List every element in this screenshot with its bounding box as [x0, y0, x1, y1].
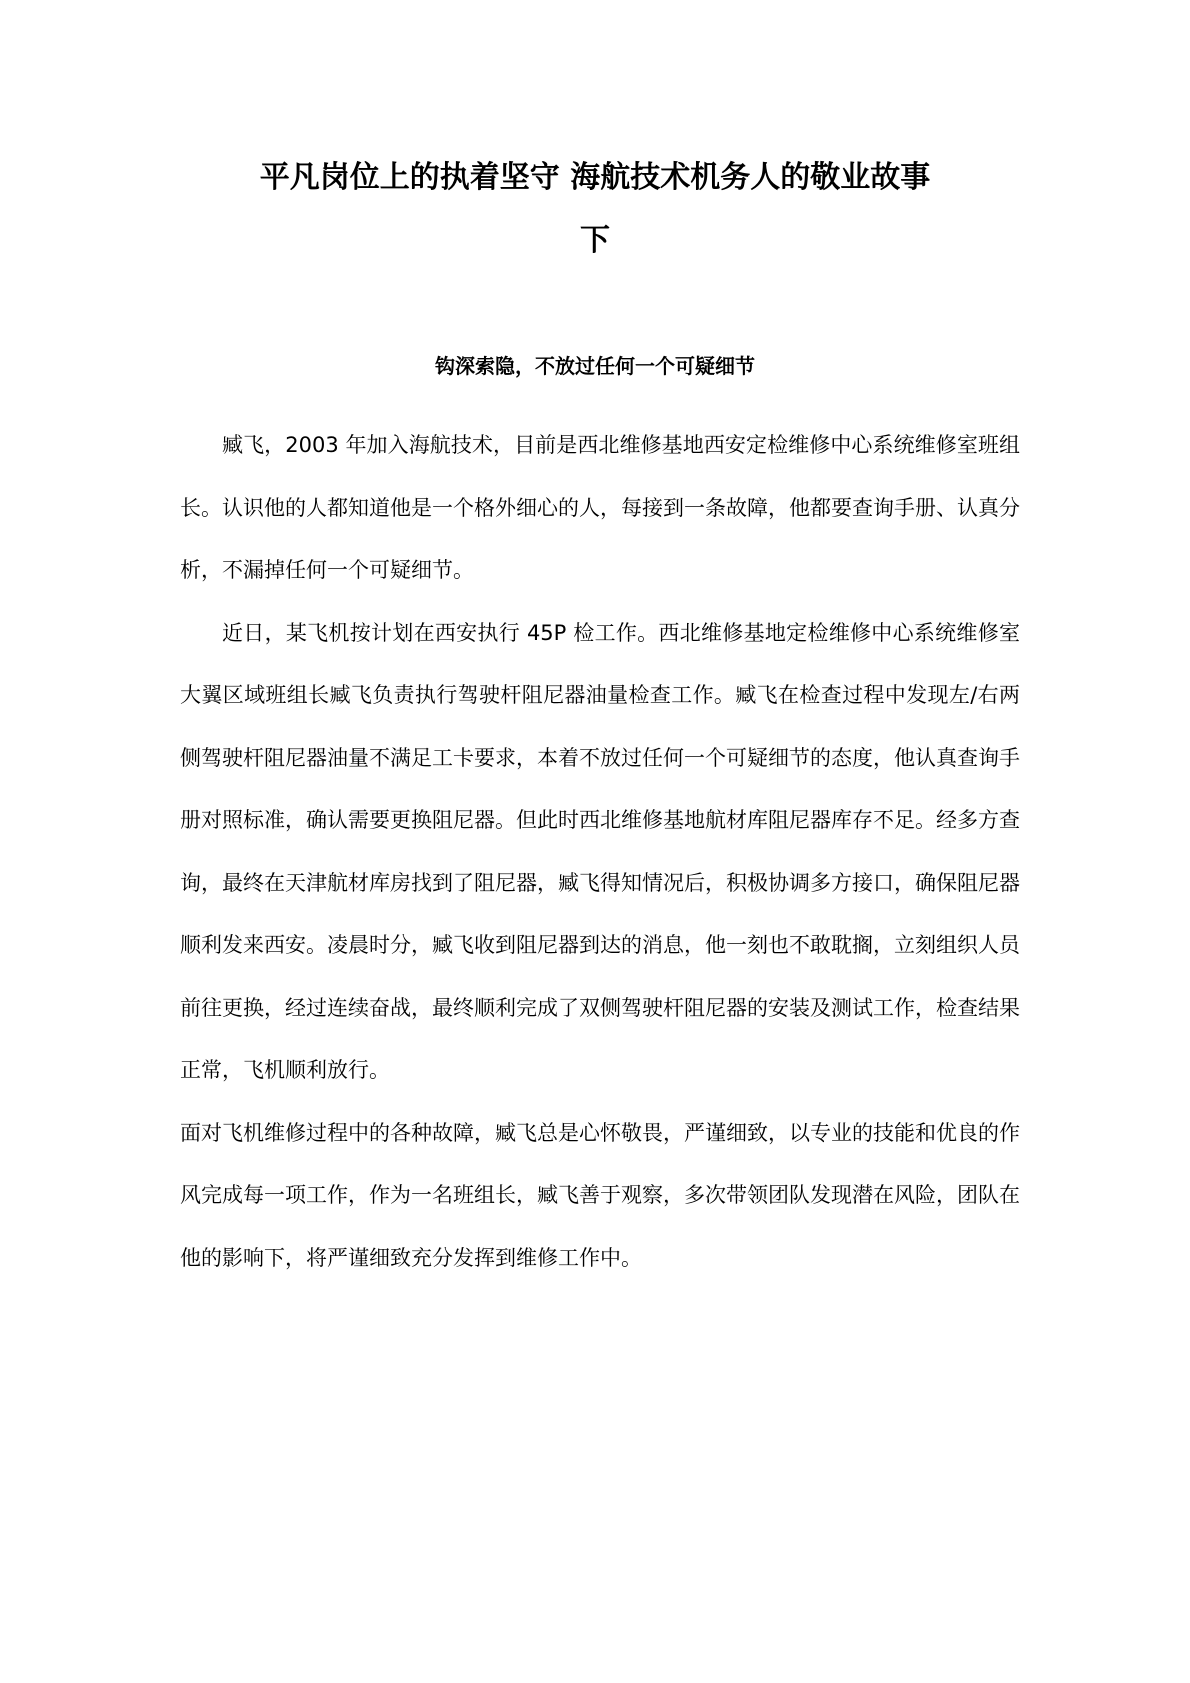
section-heading: 钩深索隐，不放过任何一个可疑细节: [435, 354, 755, 378]
paragraph-2: 近日，某飞机按计划在西安执行 45P 检工作。西北维修基地定检维修中心系统维修室大翼区域班组长臧飞负责执行驾驶杆阻尼器油量检查工作。臧飞在检查过程中发现左/右两侧驾驶杆阻尼器油量不满足工卡要求，本着不放过任何一个可疑细节的态度，他认真查询手册对照标准，确认需要更换阻尼器。但此时西北维修基地航材库阻尼器库存不足。经多方查询，最终在天津航材库房找到了阻尼器，臧飞得知情况后，积极协调多方接口，确保阻尼器顺利发来西安。凌晨时分，臧飞收到阻尼器到达的消息，他一刻也不敢耽搁，立刻组织人员前往更换，经过连续奋战，最终顺利完成了双侧驾驶杆阻尼器的安装及测试工作，检查结果正常，飞机顺利放行。: [180, 620, 1020, 1082]
article-body: [180, 414, 1020, 1289]
document-title-line-1: 平凡岗位上的执着坚守 海航技术机务人的敬业故事: [259, 160, 931, 195]
document-title-line-2: 下: [580, 223, 610, 258]
paragraph-1: 臧飞，2003 年加入海航技术，目前是西北维修基地西安定检维修中心系统维修室班组长。认识他的人都知道他是一个格外细心的人，每接到一条故障，他都要查询手册、认真分析，不漏掉任何一个可疑细节。: [180, 433, 1020, 582]
paragraph-3: 面对飞机维修过程中的各种故障，臧飞总是心怀敬畏，严谨细致，以专业的技能和优良的作风完成每一项工作，作为一名班组长，臧飞善于观察，多次带领团队发现潜在风险，团队在他的影响下，将严谨细致充分发挥到维修工作中。: [180, 1120, 1020, 1270]
